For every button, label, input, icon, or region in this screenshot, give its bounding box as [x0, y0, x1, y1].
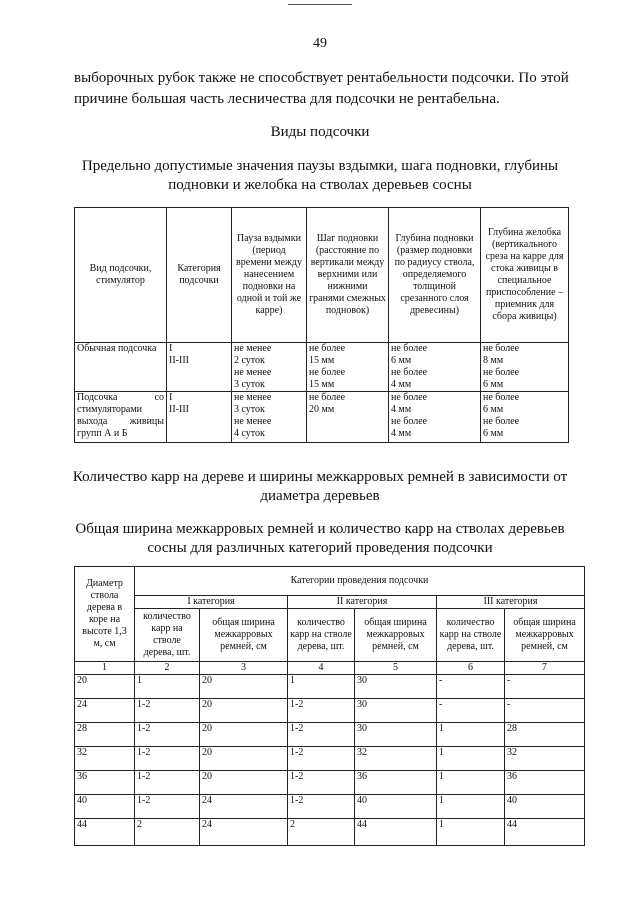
- cell-value: 20: [200, 675, 288, 699]
- cell-value: 1-2: [288, 699, 355, 723]
- row-pause: не менее 3 суток не менее 4 суток: [232, 392, 307, 443]
- column-number: 4: [288, 662, 355, 675]
- cell-value: 1: [437, 819, 505, 846]
- cell-value: 1-2: [135, 699, 200, 723]
- table-row: [75, 699, 585, 723]
- cell-diameter: 20: [75, 675, 135, 699]
- cell-value: -: [437, 675, 505, 699]
- cell-value: 1-2: [135, 795, 200, 819]
- cell-value: 1: [437, 795, 505, 819]
- cell-value: 1: [437, 747, 505, 771]
- cell-value: 30: [355, 699, 437, 723]
- header-carr-count: количество карр на стволе дерева, шт.: [437, 609, 505, 662]
- table-row: [75, 392, 569, 443]
- table-row: [75, 675, 585, 699]
- cell-diameter: 24: [75, 699, 135, 723]
- row-type: Подсочка со стимуляторами выхода живицы групп А и Б: [75, 392, 167, 443]
- cell-value: 2: [135, 819, 200, 846]
- table-row: [75, 819, 585, 846]
- row-groove: не более 6 мм не более 6 мм: [481, 392, 569, 443]
- cell-value: 20: [200, 747, 288, 771]
- cell-value: 2: [288, 819, 355, 846]
- header-carr-count: количество карр на стволе дерева, шт.: [288, 609, 355, 662]
- cell-value: -: [505, 699, 585, 723]
- table2-header-row: [75, 567, 585, 596]
- cell-value: 1-2: [288, 723, 355, 747]
- cell-value: -: [437, 699, 505, 723]
- cell-value: -: [505, 675, 585, 699]
- cell-diameter: 32: [75, 747, 135, 771]
- column-number: 6: [437, 662, 505, 675]
- row-step: не более 20 мм: [307, 392, 389, 443]
- cell-value: 1: [288, 675, 355, 699]
- row-category: I II-III: [167, 343, 232, 392]
- column-numbers-row: [75, 662, 585, 675]
- table2-title: Общая ширина межкарровых ремней и количество карр на стволах деревьев сосны для различных категорий проведения подсочки: [75, 521, 565, 556]
- table2-body: [75, 675, 585, 846]
- header-step: Шаг подновки (расстояние по вертикали между верхними или нижними гранями смежных подновок): [307, 208, 389, 343]
- header-type: Вид подсочки, стимулятор: [75, 208, 167, 343]
- cell-diameter: 36: [75, 771, 135, 795]
- cell-value: 1-2: [288, 771, 355, 795]
- cell-value: 20: [200, 771, 288, 795]
- table-row: [75, 795, 585, 819]
- column-number: 7: [505, 662, 585, 675]
- intro-paragraph: выборочных рубок также не способствует рентабельности подсочки. По этой причине большая часть лесничества для подсочки не рентабельна.: [74, 70, 569, 107]
- table2-sub-row: [75, 609, 585, 662]
- header-categories: Категории проведения подсочки: [135, 567, 585, 596]
- page-number: 49: [313, 36, 327, 51]
- cell-value: 1-2: [135, 747, 200, 771]
- cell-diameter: 44: [75, 819, 135, 846]
- cell-value: 30: [355, 675, 437, 699]
- cell-value: 1-2: [135, 723, 200, 747]
- header-belt-width: общая ширина межкарровых ремней, см: [355, 609, 437, 662]
- table1-header-row: [75, 208, 569, 343]
- cell-value: 20: [200, 723, 288, 747]
- top-rule: [288, 4, 352, 5]
- cell-value: 24: [200, 795, 288, 819]
- cell-value: 24: [200, 819, 288, 846]
- row-depth: не более 6 мм не более 4 мм: [389, 343, 481, 392]
- row-step: не более 15 мм не более 15 мм: [307, 343, 389, 392]
- cell-value: 1-2: [288, 747, 355, 771]
- cell-value: 1: [437, 771, 505, 795]
- pause-limits-table: [74, 207, 569, 443]
- cell-value: 1-2: [288, 795, 355, 819]
- table-row: [75, 747, 585, 771]
- header-diameter: Диаметр ствола дерева в коре на высоте 1,3 м, см: [75, 567, 135, 662]
- table1-title: Предельно допустимые значения паузы вздымки, шага подновки, глубины подновки и желобка на стволах деревьев сосны: [81, 158, 559, 193]
- table-row: [75, 771, 585, 795]
- cell-value: 28: [505, 723, 585, 747]
- cell-value: 30: [355, 723, 437, 747]
- cell-value: 36: [355, 771, 437, 795]
- row-depth: не более 4 мм не более 4 мм: [389, 392, 481, 443]
- cell-value: 44: [505, 819, 585, 846]
- column-number: 2: [135, 662, 200, 675]
- header-category-1: I категория: [135, 596, 288, 609]
- table2-category-row: [75, 596, 585, 609]
- header-category-2: II категория: [288, 596, 437, 609]
- table-row: [75, 343, 569, 392]
- cell-diameter: 28: [75, 723, 135, 747]
- table-row: [75, 723, 585, 747]
- header-belt-width: общая ширина межкарровых ремней, см: [200, 609, 288, 662]
- carr-width-table: [74, 566, 585, 846]
- heading-carr-count: Количество карр на дереве и ширины межкарровых ремней в зависимости от диаметра деревьев: [72, 469, 568, 504]
- row-groove: не более 8 мм не более 6 мм: [481, 343, 569, 392]
- cell-diameter: 40: [75, 795, 135, 819]
- cell-value: 44: [355, 819, 437, 846]
- column-number: 1: [75, 662, 135, 675]
- section-title: Виды подсочки: [270, 124, 370, 140]
- cell-value: 1: [437, 723, 505, 747]
- cell-value: 36: [505, 771, 585, 795]
- cell-value: 1: [135, 675, 200, 699]
- cell-value: 1-2: [135, 771, 200, 795]
- header-pause: Пауза вздымки (период времени между нанесением подновки на одной и той же карре): [232, 208, 307, 343]
- row-category: I II-III: [167, 392, 232, 443]
- cell-value: 20: [200, 699, 288, 723]
- header-category: Категория подсочки: [167, 208, 232, 343]
- header-depth: Глубина подновки (размер подновки по радиусу ствола, определяемого толщиной срезанного слоя древесины): [389, 208, 481, 343]
- cell-value: 40: [355, 795, 437, 819]
- cell-value: 32: [355, 747, 437, 771]
- column-number: 3: [200, 662, 288, 675]
- cell-value: 32: [505, 747, 585, 771]
- row-pause: не менее 2 суток не менее 3 суток: [232, 343, 307, 392]
- header-groove: Глубина желобка (вертикального среза на карре для стока живицы в специальное приспособление –приемник для сбора живицы): [481, 208, 569, 343]
- column-number: 5: [355, 662, 437, 675]
- header-belt-width: общая ширина межкарровых ремней, см: [505, 609, 585, 662]
- header-carr-count: количество карр на стволе дерева, шт.: [135, 609, 200, 662]
- cell-value: 40: [505, 795, 585, 819]
- row-type: Обычная подсочка: [75, 343, 167, 392]
- header-category-3: III категория: [437, 596, 585, 609]
